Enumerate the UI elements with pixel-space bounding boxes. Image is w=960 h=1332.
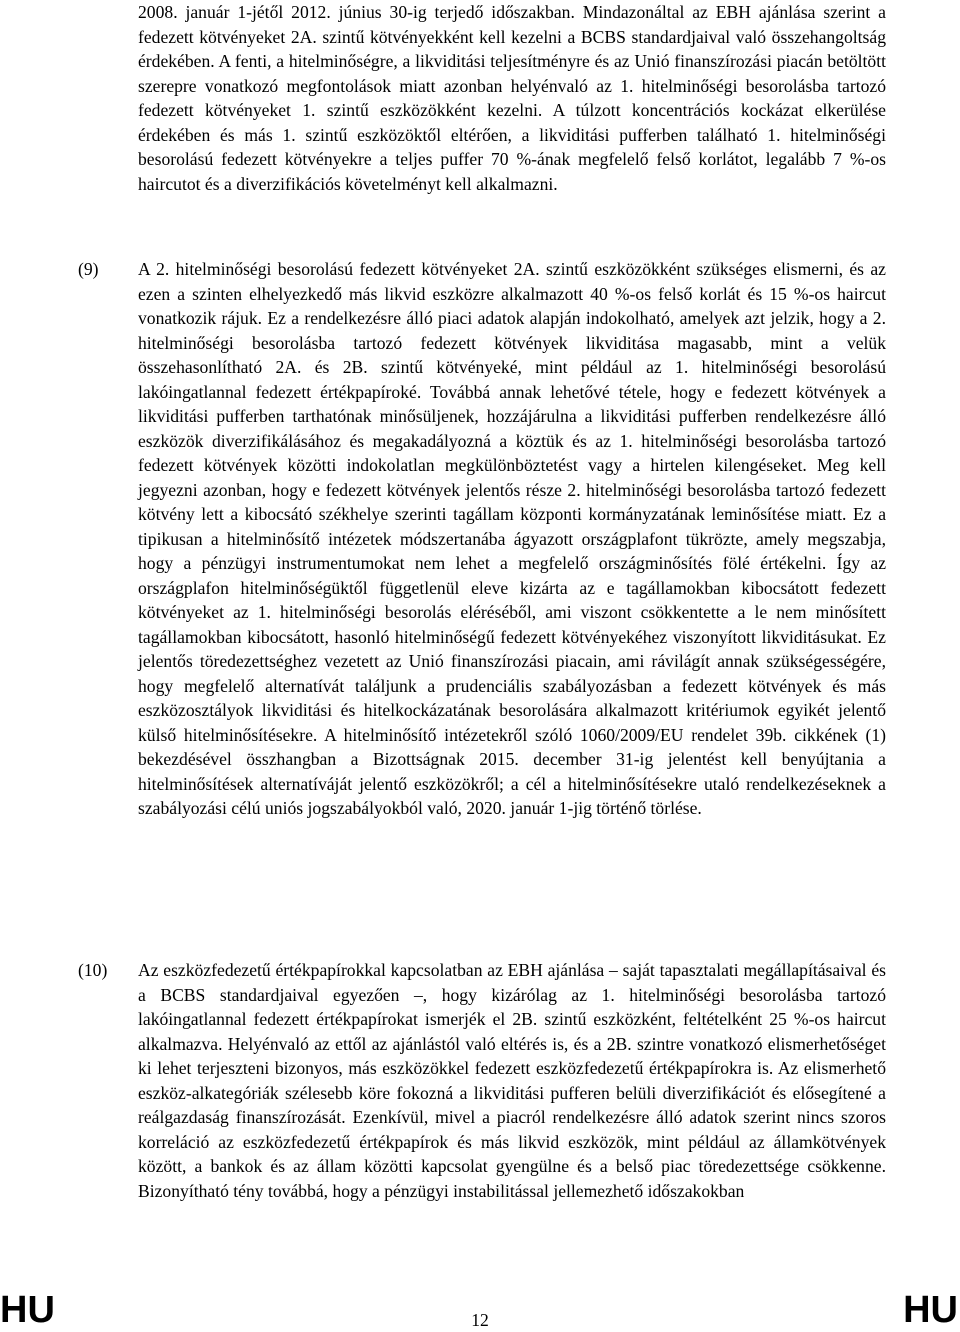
intro-paragraph (138, 0, 886, 196)
paragraph-number-9: (9) (78, 259, 99, 279)
paragraph-10-text: Az eszközfedezetű értékpapírokkal kapcsolatban az EBH ajánlása – saját tapasztalati megállapításaival és a BCBS standardjaival egyezően –, hogy kizárólag az 1. hitelminőségi besorolásba tartozó lakóingatlannal fedezett értékpapírokat ismerjék el 2B. szintű eszközként, feltételként 25 %-os haircut alkalmazva. Helyénvaló az ettől az ajánlástól való eltérés is, és a 2B. szintre vonatkozó elismerhetőséget ki lehet terjeszteni bizonyos, más eszközökkel fedezett eszközfedezetű értékpapírokra is. Az elismerhető eszköz-alkategóriák szélesebb köre fokozná a likviditási pufferen belüli diverzifikációt és elősegítené a reálgazdaság finanszírozását. Ezenkívül, mivel a piacról rendelkezésre álló adatok szerint nincs szoros korreláció az eszközfedezetű értékpapírok és más likvid eszközök, mint például az államkötvények között, a bankok és az állam közötti kapcsolat gyengülne és a belső piac töredezettsége csökkenne. Bizonyítható tény továbbá, hogy a pénzügyi instabilitással jellemezhető időszakokban (138, 960, 886, 1201)
footer-language-code-right: HU (903, 1289, 958, 1331)
paragraph-9 (138, 257, 886, 821)
paragraph-10 (138, 958, 886, 1203)
paragraph-9-text: A 2. hitelminőségi besorolású fedezett kötvényeket 2A. szintű eszközökként szükséges elismerni, és az ezen a szinten elhelyezkedő más likvid eszközre alkalmazott 40 %-os felső korlát és 15 %-os haircut vonatkozik rájuk. Ez a rendelkezésre álló piaci adatok alapján indokolható, amelyek azt jelzik, hogy a 2. hitelminőségi besorolásba tartozó fedezett kötvények likviditása magasabb, mint a velük összehasonlítható 2A. és 2B. szintű kötvényeké, mint például az 1. hitelminőségi besorolású lakóingatlannal fedezett értékpapíroké. Továbbá annak lehetővé tétele, hogy e fedezett kötvények a likviditási pufferben tarthatónak minősüljenek, hozzájárulna a likviditási pufferben rendelkezésre álló eszközök diverzifikálásához és megakadályozná a köztük és az 1. hitelminőségi besorolásba tartozó fedezett kötvények közötti indokolatlan megkülönböztetést vagy a hirtelen kilengéseket. Meg kell jegyezni azonban, hogy e fedezett kötvények jelentős része 2. hitelminőségi besorolásba tartozó fedezett kötvény lett a kibocsátó székhelye szerinti tagállam központi kormányzatának leminősítése miatt. Ez a tipikusan a hitelminősítő intézetek módszertanába ágyazott országplafont tükrözte, amely megszabja, hogy a pénzügyi instrumentumokat nem lehet a megfelelő országminősítés fölé értékelni. Így az országplafon hitelminőségüktől függetlenül eleve kizárta az e tagállamokban kibocsátott fedezett kötvényeket az 1. hitelminőségi besorolás eléréséből, ami viszont csökkentette a le nem minősített tagállamokban kibocsátott, hasonló hitelminőségű fedezett kötvényekéhez viszonyított likviditásukat. Ez jelentős töredezettséghez vezetett az Unió finanszírozási piacain, ami rávilágít annak szükségességére, hogy megfelelő alternatívát találjunk a prudenciális szabályozásban a fedezett kötvények és más eszközosztályok likviditási és hitelkockázatának besorolására alkalmazott kritériumok egyikét jelentő külső hitelminősítésekre. A hitelminősítő intézetekről szóló 1060/2009/EU rendelet 39b. cikkének (1) bekezdésével összhangban a Bizottságnak 2015. december 31-ig jelentést kell benyújtania a hitelminősítések alternatíváját jelentő eszközökről; a cél a hitelminősítésekre utaló rendelkezéseknek a szabályozási célú uniós jogszabályokból való, 2020. január 1-jig történő törlése. (138, 259, 886, 818)
paragraph-number-10: (10) (78, 960, 108, 980)
footer-language-code-left: HU (0, 1289, 55, 1331)
page-number: 12 (471, 1310, 489, 1330)
intro-paragraph-text: 2008. január 1-jétől 2012. június 30-ig terjedő időszakban. Mindazonáltal az EBH ajánlása szerint a fedezett kötvényeket 2A. szintű kötvényekként kell kezelni a BCBS standardjaival való összehangoltság érdekében. A fenti, a hitelminőségre, a likviditási teljesítményre és az Unió finanszírozási piacán betöltött szerepre vonatkozó megfontolások miatt azonban helyénvaló az 1. hitelminőségi besorolásba tartozó fedezett kötvényeket 1. szintű eszközökként kezelni. A túlzott koncentrációs kockázat elkerülése érdekében és más 1. szintű eszközöktől eltérően, a likviditási pufferben található 1. hitelminőségi besorolású fedezett kötvényekre a teljes puffer 70 %-ának megfelelő felső korlátot, legalább 7 %-os haircutot és a diverzifikációs követelményt kell alkalmazni. (138, 2, 886, 194)
